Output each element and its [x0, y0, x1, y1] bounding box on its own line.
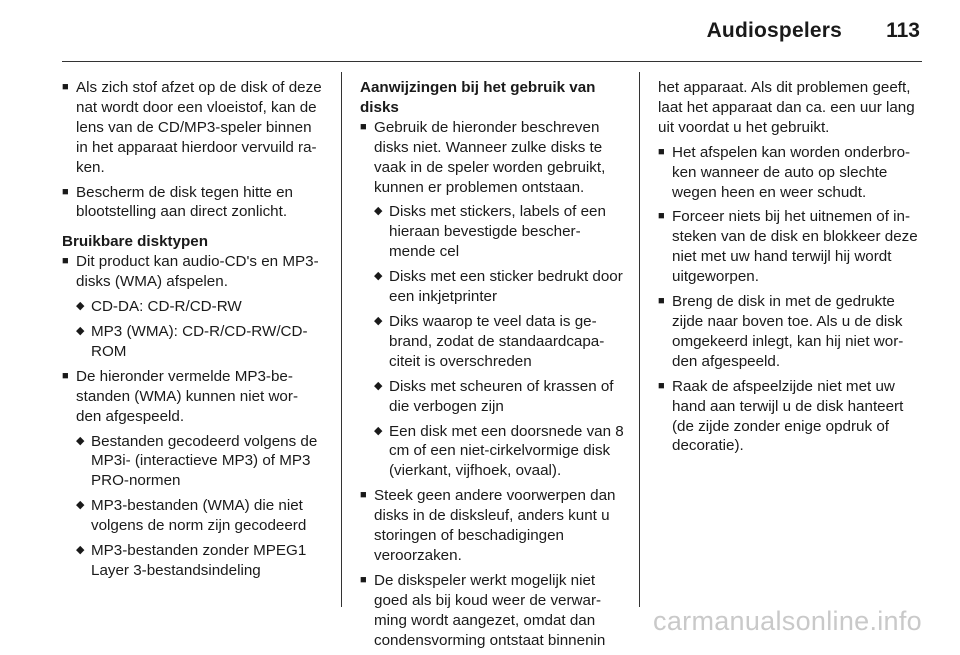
square-bullet-icon: ■: [62, 81, 69, 93]
list-item-text: MP3 (WMA): CD-R/CD-RW/CD- ROM: [91, 322, 308, 360]
list-item-text: Disks met stickers, labels of een hieraan bevestigde bescher- mende cel: [389, 203, 606, 261]
list-item-text: Raak de afspeelzijde niet met uw hand aan terwijl u de disk hanteert (de zijde zonder enige opdruk of decoratie).: [672, 377, 904, 455]
page-number: 113: [886, 19, 920, 42]
square-bullet-icon: ■: [658, 145, 665, 158]
list-item-text: CD-DA: CD-R/CD-RW: [91, 298, 242, 316]
list-item: [62, 252, 326, 292]
list-item-text: Forceer niets bij het uitnemen of in- steken van de disk en blokkeer deze niet met uw hand terwijl hij wordt uitgeworpen.: [672, 208, 918, 286]
diamond-bullet-icon: ◆: [374, 379, 383, 392]
list-item-text: Steek geen andere voorwerpen dan disks in de disksleuf, anders kunt u storingen of beschadigingen veroorzaken.: [374, 487, 616, 564]
diamond-bullet-icon: ◆: [76, 544, 85, 557]
square-bullet-icon: ■: [62, 185, 69, 198]
list-item: [658, 292, 922, 372]
list-item: [360, 571, 624, 651]
sub-list-item: [360, 312, 624, 372]
list-item-text: Als zich stof afzet op de disk of deze nat wordt door een vloeistof, kan de lens van de CD/MP3-speler binnen in het apparaat hierdoor vervuild ra- ken.: [76, 79, 322, 176]
sub-list-item: [62, 541, 326, 581]
square-bullet-icon: ■: [360, 120, 367, 133]
header-divider: [62, 61, 922, 62]
list-item: [658, 143, 922, 203]
page-header: [0, 0, 960, 62]
column-2: [360, 78, 624, 655]
list-item: [360, 486, 624, 566]
section-heading: [62, 232, 326, 252]
list-item: [360, 118, 624, 198]
list-item-text: Bestanden gecodeerd volgens de MP3i- (interactieve MP3) of MP3 PRO-normen: [91, 432, 318, 490]
list-item-text: Diks waarop te veel data is ge- brand, zodat de standaardcapa- citeit is overschreden: [389, 312, 605, 370]
section-heading-text: Bruikbare disktypen: [62, 233, 209, 251]
column-1: [62, 78, 326, 586]
section-heading-text: Aanwijzingen bij het gebruik van disks: [360, 79, 596, 116]
sub-list-item: [360, 267, 624, 307]
list-item-text: Het afspelen kan worden onderbro- ken wanneer de auto op slechte wegen heen en weer schudt.: [672, 143, 911, 201]
square-bullet-icon: ■: [658, 210, 665, 223]
diamond-bullet-icon: ◆: [374, 270, 383, 283]
list-item-text: MP3-bestanden zonder MPEG1 Layer 3-bestandsindeling: [91, 542, 307, 579]
diamond-bullet-icon: ◆: [374, 424, 383, 437]
list-item-text: De hieronder vermelde MP3-be- standen (WMA) kunnen niet wor- den afgespeeld.: [76, 367, 298, 425]
column-divider-1: [341, 72, 342, 607]
list-item-text: Breng de disk in met de gedrukte zijde naar boven toe. Als u de disk omgekeerd inlegt, kan hij niet wor- den afgespeeld.: [672, 293, 904, 370]
list-item-text: Disks met scheuren of krassen of die verbogen zijn: [389, 377, 614, 415]
square-bullet-icon: ■: [360, 489, 367, 502]
list-item-text: Disks met een sticker bedrukt door een inkjetprinter: [389, 268, 623, 306]
square-bullet-icon: ■: [62, 255, 69, 268]
page-title: Audiospelers: [706, 19, 842, 42]
sub-list-item: [62, 297, 326, 317]
watermark: carmanualsonline.info: [653, 606, 922, 636]
square-bullet-icon: ■: [360, 573, 367, 586]
list-item-text: Een disk met een doorsnede van 8 cm of een niet-cirkelvormige disk (vierkant, vijfhoek, ovaal).: [389, 422, 624, 480]
square-bullet-icon: ■: [62, 369, 69, 382]
diamond-bullet-icon: ◆: [76, 324, 85, 337]
sub-list-item: [62, 496, 326, 536]
sub-list-item: [62, 432, 326, 492]
sub-list-item: [360, 377, 624, 417]
list-item-text: Gebruik de hieronder beschreven disks niet. Wanneer zulke disks te vaak in de speler worden gebruikt, kunnen er problemen ontstaan.: [374, 118, 606, 196]
square-bullet-icon: ■: [658, 295, 665, 308]
diamond-bullet-icon: ◆: [76, 300, 85, 313]
square-bullet-icon: ■: [658, 379, 665, 392]
list-item: [62, 78, 326, 178]
section-heading: [360, 78, 624, 118]
diamond-bullet-icon: ◆: [76, 499, 85, 512]
list-item-text: Bescherm de disk tegen hitte en blootstelling aan direct zonlicht.: [76, 183, 293, 221]
sub-list-item: [360, 202, 624, 262]
list-item: [658, 377, 922, 457]
list-item-text: De diskspeler werkt mogelijk niet goed als bij koud weer de verwar- ming wordt aangezet, omdat dan condensvorming ontstaat binnenin: [374, 571, 606, 649]
list-item-text: MP3-bestanden (WMA) die niet volgens de norm zijn gecodeerd: [91, 497, 307, 535]
sub-list-item: [62, 322, 326, 362]
column-divider-2: [639, 72, 640, 607]
list-item: [658, 207, 922, 287]
diamond-bullet-icon: ◆: [374, 314, 383, 327]
paragraph-text: het apparaat. Als dit problemen geeft, laat het apparaat dan ca. een uur lang uit voordat u het gebruikt.: [658, 79, 915, 136]
list-item: [62, 367, 326, 427]
list-item-text: Dit product kan audio-CD's en MP3-disks (WMA) afspelen.: [76, 253, 319, 291]
diamond-bullet-icon: ◆: [76, 434, 85, 447]
continued-paragraph: [658, 78, 922, 138]
diamond-bullet-icon: ◆: [374, 205, 383, 218]
list-item: [62, 183, 326, 223]
sub-list-item: [360, 422, 624, 482]
column-3: [658, 78, 922, 461]
